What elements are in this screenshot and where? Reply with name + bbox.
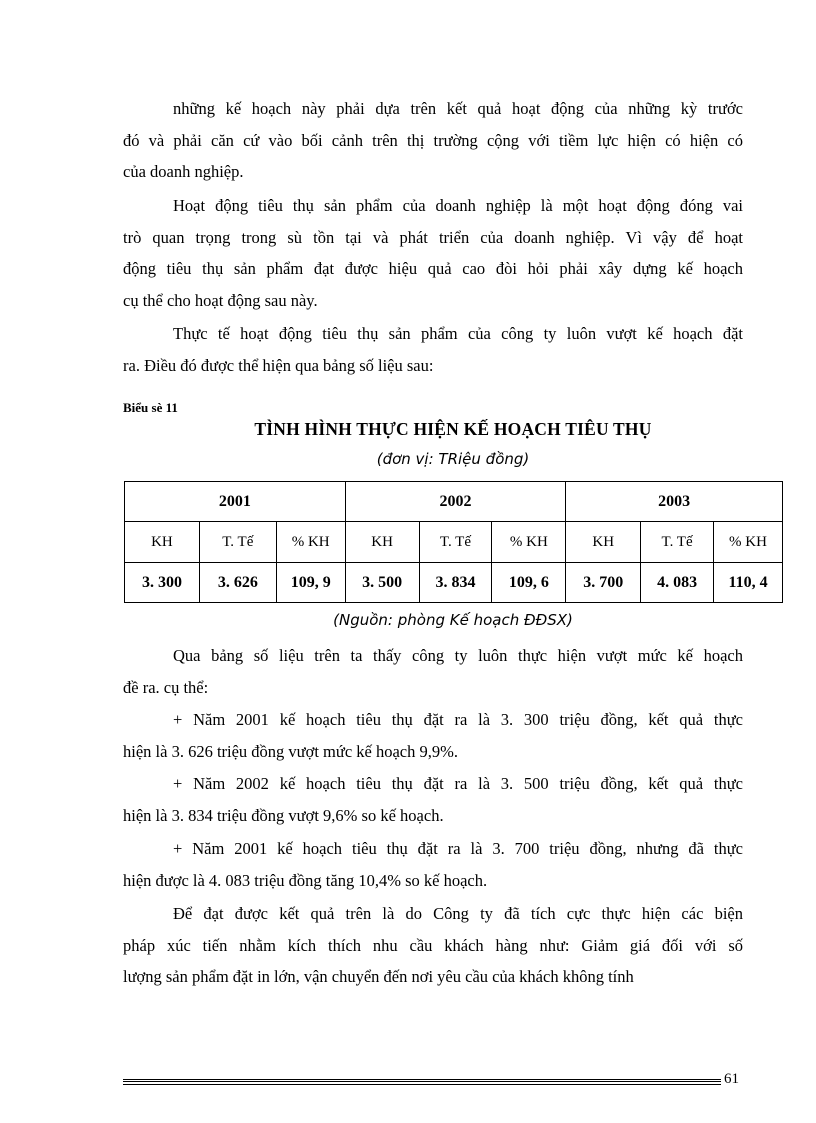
paragraph-table-intro [123,318,743,381]
text-line: hiện được là 4. 083 triệu đồng tăng 10,4% so kế hoạch. [123,870,488,890]
column-header: % KH [276,522,345,563]
text-line: Thực tế hoạt động tiêu thụ sản phẩm của công ty luôn vượt kế hoạch đặt [173,324,743,343]
table-cell: 109, 9 [276,563,345,603]
text-line: lượng sản phẩm đặt in lớn, vận chuyển đến nơi yêu cầu của khách không tính [123,967,634,986]
paragraph-year-2001 [123,704,743,767]
text-line: cụ thể cho hoạt động sau này. [123,290,318,310]
year-header: 2001 [125,482,346,522]
table-header-row-columns [125,522,783,563]
column-header: T. Tế [199,522,276,563]
table-source: (Nguồn: phòng Kế hoạch ĐĐSX) [333,611,573,629]
paragraph-measures [123,898,743,993]
page-number: 61 [724,1071,739,1087]
table-cell: 3. 300 [125,563,200,603]
text-line: hiện là 3. 626 triệu đồng vượt mức kế hoạch 9,9%. [123,741,458,761]
table-row [125,563,783,603]
text-line: + Năm 2001 kế hoạch tiêu thụ đặt ra là 3. 700 triệu đồng, nhưng đã thực [173,839,743,858]
table-header-row-years [125,482,783,522]
column-header: KH [566,522,641,563]
text-line: Qua bảng số liệu trên ta thấy công ty luôn thực hiện vượt mức kế hoạch [173,646,743,665]
table-cell: 3. 700 [566,563,641,603]
text-line: + Năm 2001 kế hoạch tiêu thụ đặt ra là 3. 300 triệu đồng, kết quả thực [173,710,743,729]
column-header: % KH [714,522,783,563]
table-cell: 110, 4 [714,563,783,603]
paragraph-year-2002 [123,768,743,831]
table-label: Biểu sè 11 [123,400,178,415]
text-line: pháp xúc tiến nhằm kích thích nhu cầu khách hàng như: Giảm giá đối với số [123,935,743,955]
text-line: hiện là 3. 834 triệu đồng vượt 9,6% so kế hoạch. [123,805,444,825]
sales-plan-table [124,481,783,603]
text-line: đó và phải căn cứ vào bối cảnh trên thị trường cộng với tiềm lực hiện có hiện có [123,130,743,150]
text-line: trò quan trọng trong sù tồn tại và phát triển của doanh nghiệp. Vì vậy để hoạt [123,227,743,247]
table-cell: 3. 626 [199,563,276,603]
text-line: + Năm 2002 kế hoạch tiêu thụ đặt ra là 3. 500 triệu đồng, kết quả thực [173,774,743,793]
year-header: 2002 [345,482,566,522]
column-header: T. Tế [419,522,492,563]
text-line: Hoạt động tiêu thụ sản phẩm của doanh nghiệp là một hoạt động đóng vai [173,196,743,215]
text-line: đề ra. cụ thể: [123,677,209,697]
text-line: ra. Điều đó được thể hiện qua bảng số liệu sau: [123,355,434,375]
paragraph-analysis-intro [123,640,743,703]
table-cell: 4. 083 [641,563,714,603]
text-line: động tiêu thụ sản phẩm đạt được hiệu quả cao đòi hỏi phải xây dựng kế hoạch [123,259,743,278]
table-cell: 109, 6 [492,563,566,603]
table-cell: 3. 834 [419,563,492,603]
table-unit: (đơn vị: TRiệu đồng) [376,450,530,468]
year-header: 2003 [566,482,783,522]
table-cell: 3. 500 [345,563,419,603]
footer-rule [123,1079,721,1085]
paragraph-year-2003 [123,833,743,896]
paragraph-plan-basis [123,93,743,188]
text-line: của doanh nghiệp. [123,162,244,181]
column-header: KH [345,522,419,563]
column-header: KH [125,522,200,563]
paragraph-sales-role [123,190,743,316]
text-line: những kế hoạch này phải dựa trên kết quả hoạt động của những kỳ trước [173,99,743,118]
column-header: T. Tế [641,522,714,563]
column-header: % KH [492,522,566,563]
text-line: Để đạt được kết quả trên là do Công ty đã tích cực thực hiện các biện [173,904,743,923]
table-title: TÌNH HÌNH THỰC HIỆN KẾ HOẠCH TIÊU THỤ [254,419,652,439]
